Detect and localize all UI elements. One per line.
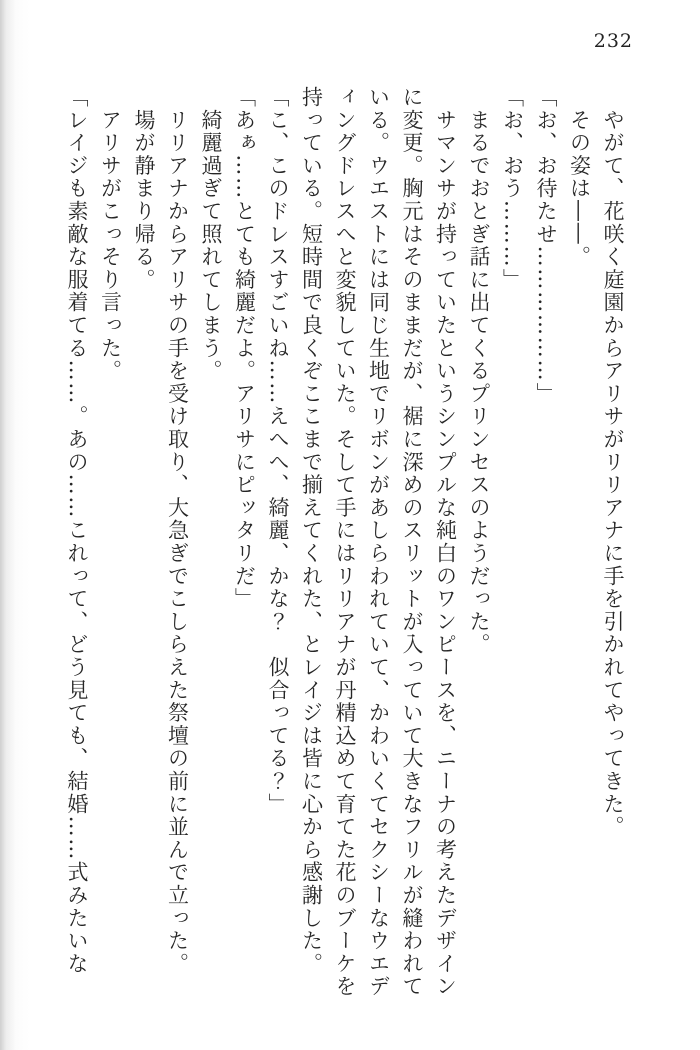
text-line-8: いる。ウエストには同じ生地でリボンがあしらわれていて、かわいくてセクシーなウエデ xyxy=(366,86,391,998)
text-line-3: 「お、お待たせ………………」 xyxy=(534,86,558,406)
text-line-5: まるでおとぎ話に出てくるプリンセスのようだった。 xyxy=(467,86,491,656)
text-line-10: 持っている。短時間で良くぞここまで揃えてくれた、とレイジは皆に心から感謝した。 xyxy=(299,86,324,976)
text-line-16: アリサがこっそり言った。 xyxy=(98,86,123,383)
text-line-1: やがて、花咲く庭園からアリサがリリアナに手を引かれてやってきた。 xyxy=(601,86,625,839)
text-line-7: に変更。胸元はそのままだが、裾に深めのスリットが入っていて大きなフリルが縫われて xyxy=(400,86,424,998)
text-line-14: リリアナからアリサの手を受け取り、大急ぎでこしらえた祭壇の前に並んで立った。 xyxy=(165,86,190,976)
text-line-15: 場が静まり帰る。 xyxy=(132,86,156,292)
text-line-9: ィングドレスへと変貌していた。そして手にはリリアナが丹精込めて育てた花のブーケを xyxy=(333,86,357,998)
text-line-13: 綺麗過ぎて照れてしまう。 xyxy=(199,86,223,383)
text-line-12: 「あぁ……とても綺麗だよ。アリサにピッタリだ」 xyxy=(232,86,257,611)
text-line-11: 「こ、このドレスすごいね……えへへ、綺麗、かな？ 似合ってる？」 xyxy=(266,86,290,816)
text-line-4: 「お、おう………」 xyxy=(500,86,525,292)
page-text xyxy=(60,86,630,998)
page-number: 232 xyxy=(593,30,633,52)
text-line-6: サマンサが持っていたというシンプルな純白のワンピースを、ニーナの考えたデザイン xyxy=(433,86,458,998)
text-line-17: 「レイジも素敵な服着てる……。あの……これって、どう見ても、結婚……式みたいな xyxy=(65,86,89,976)
text-line-2: その姿は――。 xyxy=(567,86,592,269)
